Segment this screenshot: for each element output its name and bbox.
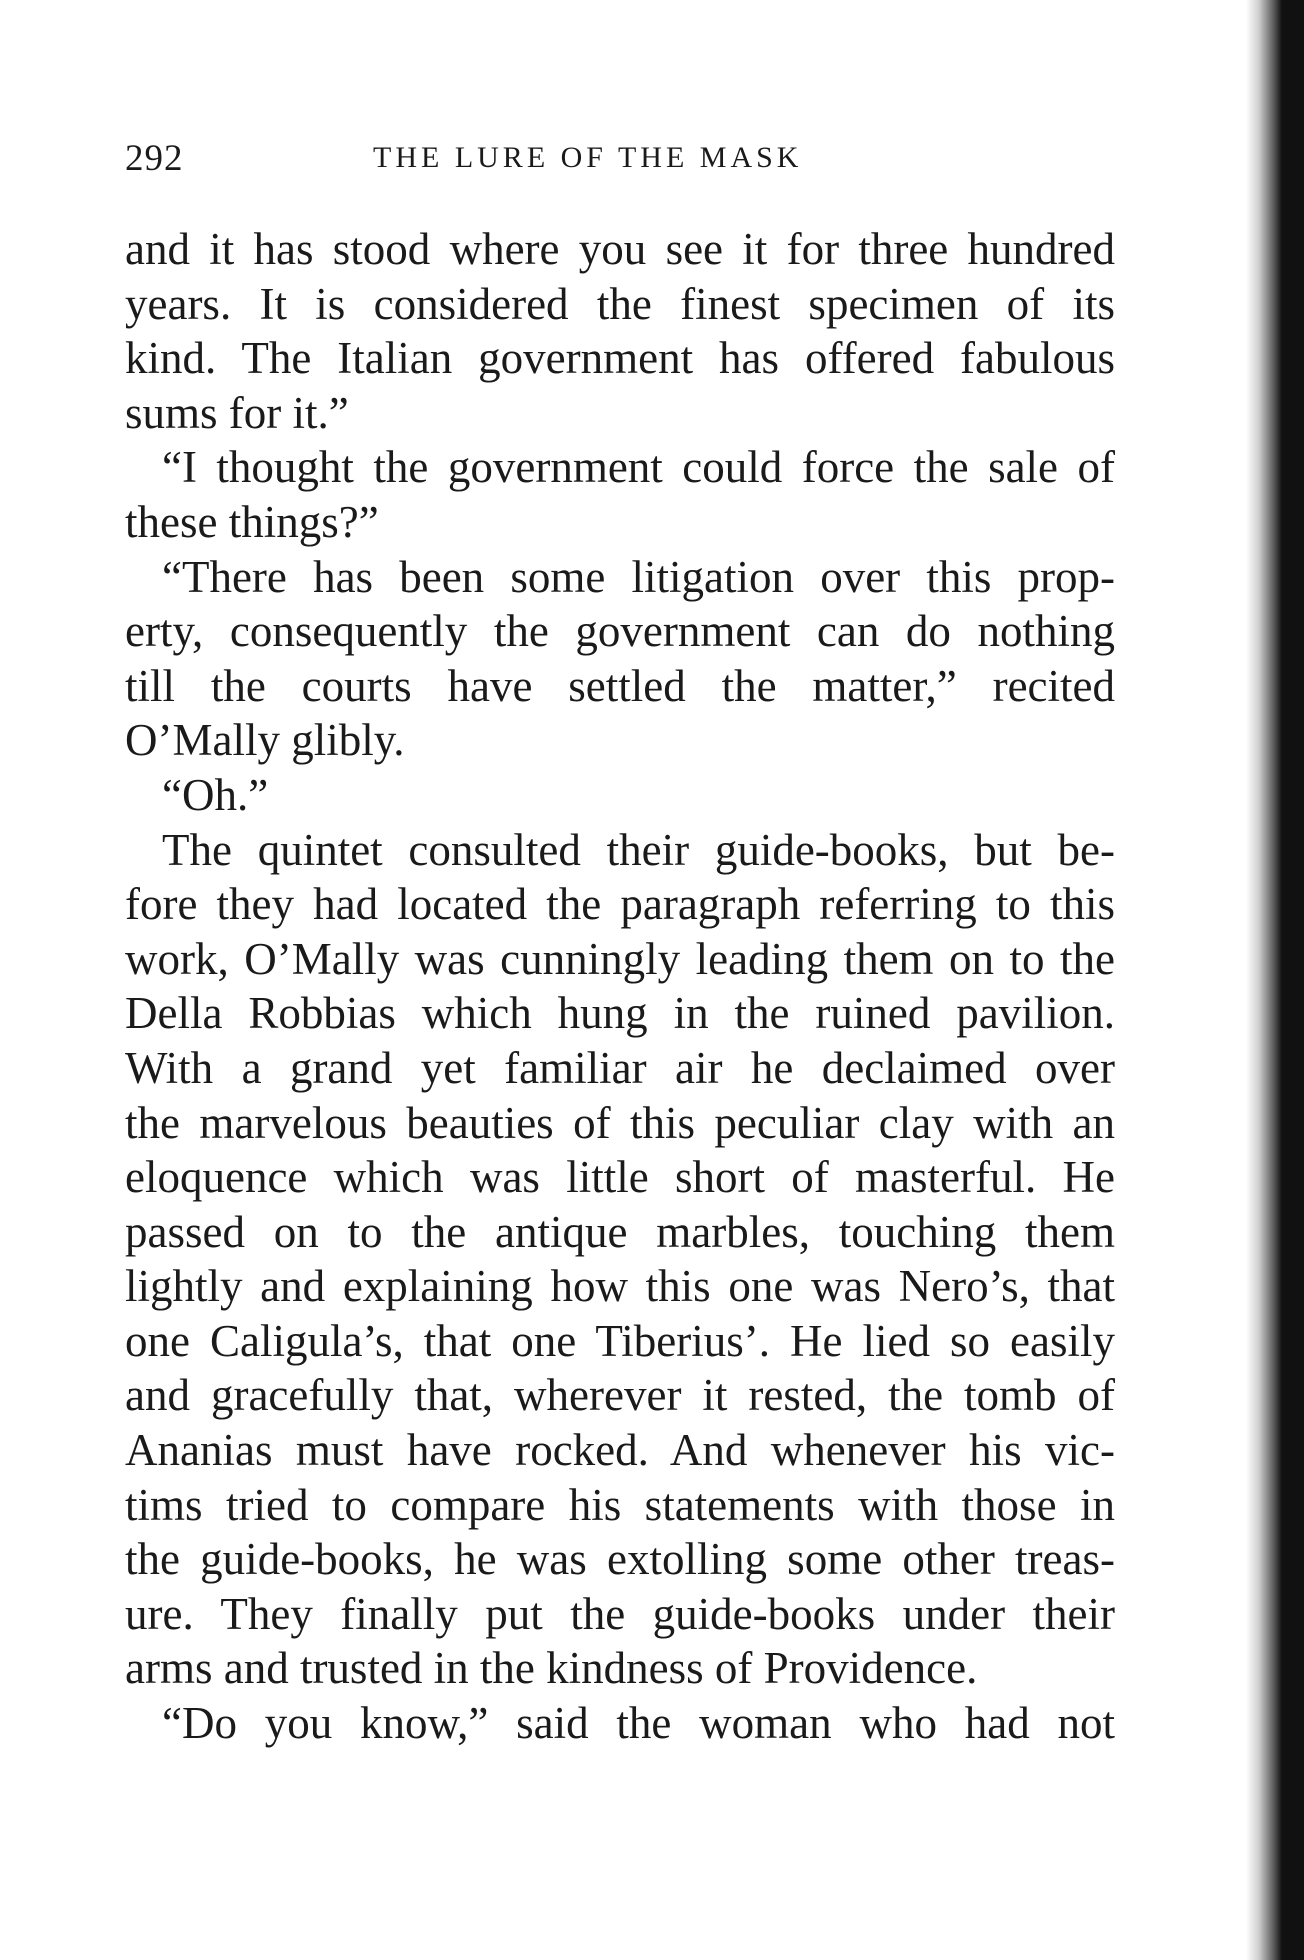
paragraph — [125, 440, 1115, 549]
page-binding-edge — [1246, 0, 1304, 1960]
text-line: “Oh.” — [162, 769, 269, 820]
text-line: sums for it.” — [125, 387, 349, 438]
paragraph — [125, 550, 1115, 768]
text-line: “Do you know,” said the woman who had not — [162, 1698, 1115, 1749]
text-line: “There has been some litigation over this prop- — [162, 551, 1115, 602]
text-line: With a grand yet familiar air he declaimed over — [125, 1042, 1115, 1093]
text-line: fore they had located the paragraph referring to this — [125, 879, 1115, 930]
text-line: arms and trusted in the kindness of Providence. — [125, 1643, 978, 1694]
text-line: Della Robbias which hung in the ruined pavilion. — [125, 988, 1115, 1039]
paragraph — [125, 1696, 1115, 1751]
text-line: Ananias must have rocked. And whenever his vic- — [125, 1425, 1115, 1476]
text-line: and it has stood where you see it for three hundred — [125, 224, 1115, 274]
text-line: tims tried to compare his statements with those in — [125, 1479, 1115, 1530]
text-line: one Caligula’s, that one Tiberius’. He lied so easily — [125, 1315, 1115, 1366]
text-line: till the courts have settled the matter,” recited — [125, 660, 1115, 711]
text-line: ure. They finally put the guide-books under their — [125, 1588, 1115, 1639]
text-line: kind. The Italian government has offered fabulous — [125, 333, 1115, 384]
page-number: 292 — [125, 138, 184, 179]
text-line: years. It is considered the finest specimen of its — [125, 278, 1115, 329]
text-line: work, O’Mally was cunningly leading them on to the — [125, 933, 1115, 984]
paragraph — [125, 222, 1115, 440]
text-line: and gracefully that, wherever it rested, the tomb of — [125, 1370, 1115, 1421]
text-line: The quintet consulted their guide-books, but be- — [162, 824, 1115, 875]
paragraph — [125, 823, 1115, 1697]
text-line: passed on to the antique marbles, touching them — [125, 1206, 1115, 1257]
paragraph — [125, 768, 1115, 823]
text-line: O’Mally glibly. — [125, 715, 405, 766]
text-line: the guide-books, he was extolling some other treas- — [125, 1534, 1115, 1585]
text-line: the marvelous beauties of this peculiar clay with an — [125, 1097, 1115, 1148]
body-text — [125, 222, 1115, 1751]
text-line: “I thought the government could force the sale of — [162, 442, 1115, 493]
text-line: lightly and explaining how this one was Nero’s, that — [125, 1261, 1115, 1312]
text-line: erty, consequently the government can do nothing — [125, 606, 1115, 657]
page-header — [125, 137, 1115, 181]
text-line: eloquence which was little short of masterful. He — [125, 1152, 1115, 1203]
running-title: THE LURE OF THE MASK — [373, 141, 803, 174]
text-line: these things?” — [125, 496, 379, 547]
